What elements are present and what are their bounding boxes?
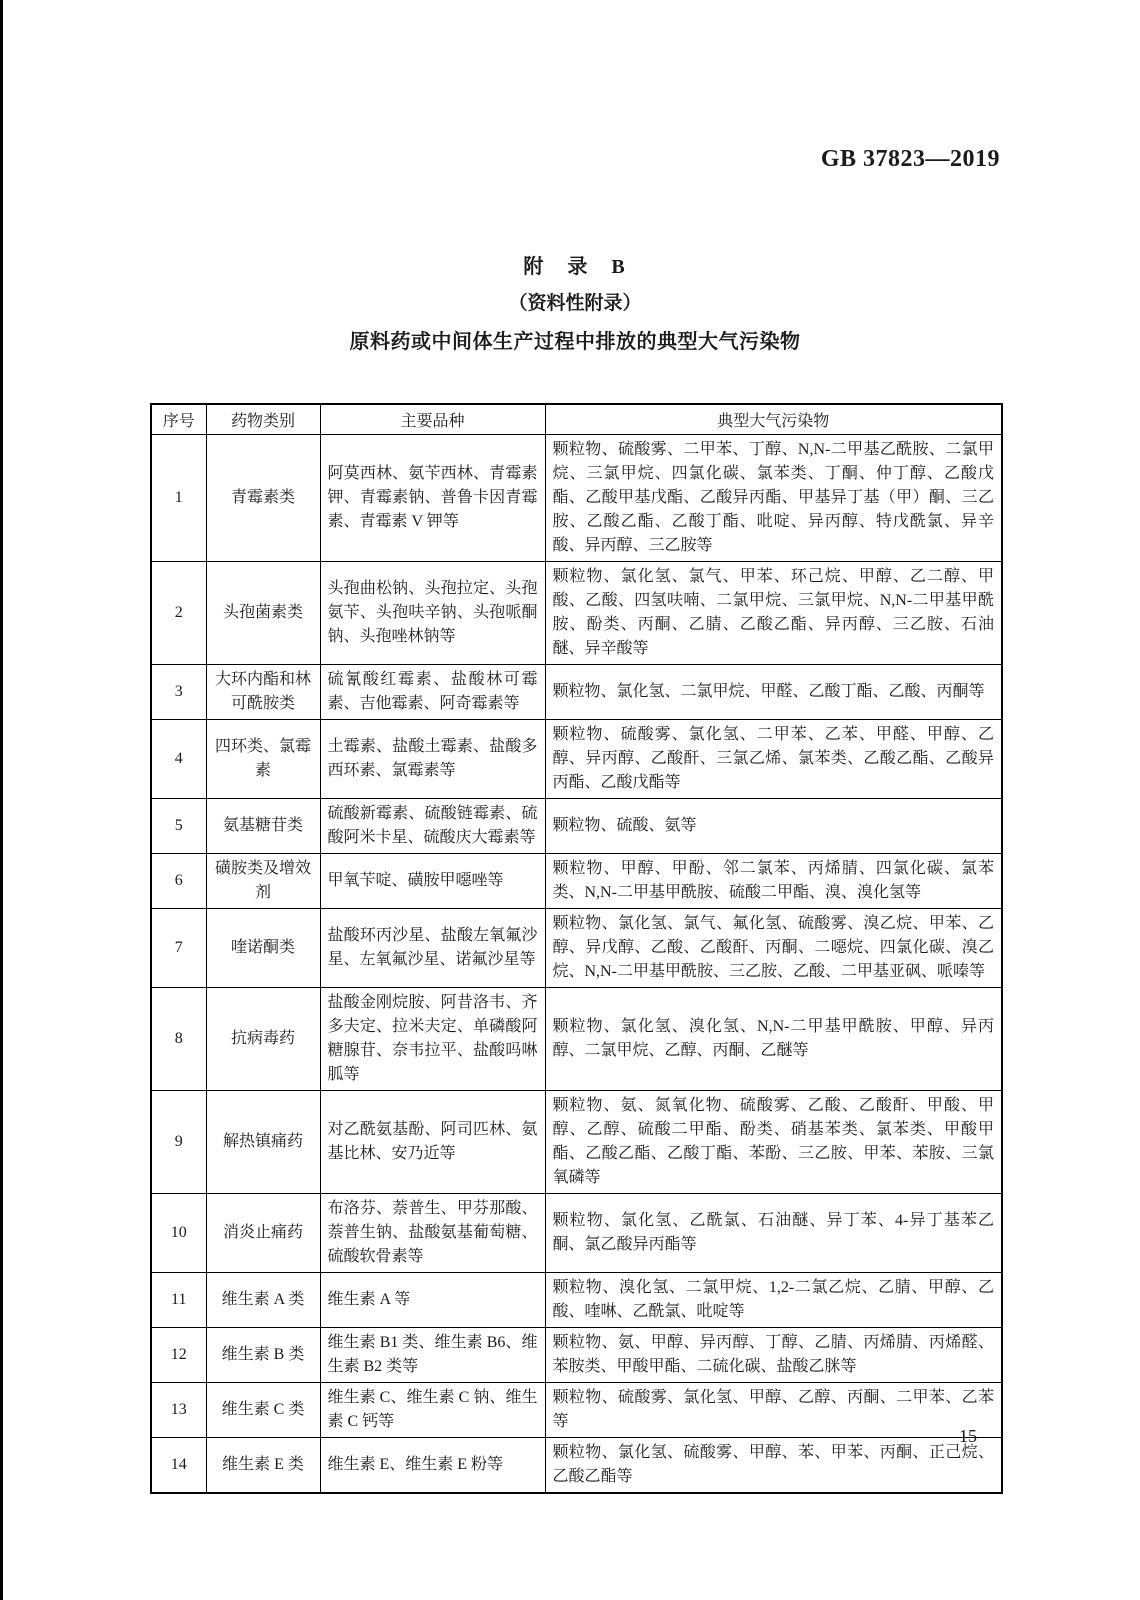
table-row [151, 1273, 1002, 1328]
row-category: 消炎止痛药 [206, 1194, 320, 1273]
row-category: 维生素 B 类 [206, 1328, 320, 1383]
row-pollutants: 颗粒物、硫酸雾、氯化氢、二甲苯、乙苯、甲醛、甲醇、乙醇、异丙醇、乙酸酐、三氯乙烯、氯苯类、乙酸乙酯、乙酸异丙酯、乙酸戊酯等 [545, 720, 1002, 799]
row-species: 阿莫西林、氨苄西林、青霉素钾、青霉素钠、普鲁卡因青霉素、青霉素 V 钾等 [320, 435, 545, 562]
row-no: 13 [151, 1383, 206, 1438]
table-row [151, 988, 1002, 1091]
row-no: 7 [151, 909, 206, 988]
table-row [151, 1194, 1002, 1273]
row-pollutants: 颗粒物、氨、氮氧化物、硫酸雾、乙酸、乙酸酐、甲酸、甲醇、乙醇、硫酸二甲酯、酚类、硝基苯类、氯苯类、甲酸甲酯、乙酸乙酯、乙酸丁酯、苯酚、三乙胺、甲苯、苯胺、三氯氧磷等 [545, 1091, 1002, 1194]
table-row [151, 665, 1002, 720]
appendix-subheading: （资料性附录） [508, 293, 642, 314]
row-species: 对乙酰氨基酚、阿司匹林、氨基比林、安乃近等 [320, 1091, 545, 1194]
row-category: 大环内酯和林可酰胺类 [206, 665, 320, 720]
row-pollutants: 颗粒物、氯化氢、氯气、甲苯、环己烷、甲醇、乙二醇、甲酸、乙酸、四氢呋喃、二氯甲烷、三氯甲烷、N,N-二甲基甲酰胺、酚类、丙酮、乙腈、乙酸乙酯、异丙醇、三乙胺、石油醚、异辛酸等 [545, 562, 1002, 665]
pollutants-table [150, 403, 1003, 1494]
row-species: 维生素 B1 类、维生素 B6、维生素 B2 类等 [320, 1328, 545, 1383]
row-species: 盐酸金刚烷胺、阿昔洛韦、齐多夫定、拉米夫定、单磷酸阿糖腺苷、奈韦拉平、盐酸吗啉胍等 [320, 988, 545, 1091]
table-row [151, 435, 1002, 562]
row-species: 盐酸环丙沙星、盐酸左氧氟沙星、左氧氟沙星、诺氟沙星等 [320, 909, 545, 988]
standard-code: GB 37823—2019 [820, 146, 1000, 172]
row-pollutants: 颗粒物、溴化氢、二氯甲烷、1,2-二氯乙烷、乙腈、甲醇、乙酸、喹啉、乙酰氯、吡啶等 [545, 1273, 1002, 1328]
row-no: 2 [151, 562, 206, 665]
title-block [150, 250, 1000, 354]
column-header-species: 主要品种 [320, 404, 545, 435]
row-no: 6 [151, 854, 206, 909]
row-species: 硫酸新霉素、硫酸链霉素、硫酸阿米卡星、硫酸庆大霉素等 [320, 799, 545, 854]
table-row [151, 1383, 1002, 1438]
row-pollutants: 颗粒物、氯化氢、乙酰氯、石油醚、异丁苯、4-异丁基苯乙酮、氯乙酸异丙酯等 [545, 1194, 1002, 1273]
scan-edge-artifact [0, 0, 3, 1600]
row-no: 1 [151, 435, 206, 562]
row-species: 甲氧苄啶、磺胺甲噁唑等 [320, 854, 545, 909]
row-pollutants: 颗粒物、硫酸雾、氯化氢、甲醇、乙醇、丙酮、二甲苯、乙苯等 [545, 1383, 1002, 1438]
table-row [151, 562, 1002, 665]
row-no: 9 [151, 1091, 206, 1194]
table-row [151, 909, 1002, 988]
table-header-row [151, 404, 1002, 435]
row-no: 12 [151, 1328, 206, 1383]
table-row [151, 799, 1002, 854]
row-no: 8 [151, 988, 206, 1091]
row-category: 磺胺类及增效剂 [206, 854, 320, 909]
row-species: 维生素 E、维生素 E 粉等 [320, 1438, 545, 1494]
row-no: 5 [151, 799, 206, 854]
row-no: 4 [151, 720, 206, 799]
row-species: 维生素 C、维生素 C 钠、维生素 C 钙等 [320, 1383, 545, 1438]
appendix-heading: 附 录 B [523, 256, 627, 278]
row-no: 11 [151, 1273, 206, 1328]
table-row [151, 720, 1002, 799]
column-header-no: 序号 [151, 404, 206, 435]
row-pollutants: 颗粒物、硫酸、氨等 [545, 799, 1002, 854]
row-pollutants: 颗粒物、甲醇、甲酚、邻二氯苯、丙烯腈、四氯化碳、氯苯类、N,N-二甲基甲酰胺、硫酸二甲酯、溴、溴化氢等 [545, 854, 1002, 909]
row-pollutants: 颗粒物、氨、甲醇、异丙醇、丁醇、乙腈、丙烯腈、丙烯醛、苯胺类、甲酸甲酯、二硫化碳、盐酸乙脒等 [545, 1328, 1002, 1383]
row-category: 青霉素类 [206, 435, 320, 562]
appendix-table-title: 原料药或中间体生产过程中排放的典型大气污染物 [349, 331, 801, 353]
row-category: 解热镇痛药 [206, 1091, 320, 1194]
row-category: 喹诺酮类 [206, 909, 320, 988]
table-row [151, 1091, 1002, 1194]
row-pollutants: 颗粒物、氯化氢、硫酸雾、甲醇、苯、甲苯、丙酮、正己烷、乙酸乙酯等 [545, 1438, 1002, 1494]
row-pollutants: 颗粒物、氯化氢、氯气、氟化氢、硫酸雾、溴乙烷、甲苯、乙醇、异戊醇、乙酸、乙酸酐、丙酮、二噁烷、四氯化碳、溴乙烷、N,N-二甲基甲酰胺、三乙胺、乙酸、二甲基亚砜、哌嗪等 [545, 909, 1002, 988]
row-category: 四环类、氯霉素 [206, 720, 320, 799]
row-species: 土霉素、盐酸土霉素、盐酸多西环素、氯霉素等 [320, 720, 545, 799]
row-pollutants: 颗粒物、硫酸雾、二甲苯、丁醇、N,N-二甲基乙酰胺、二氯甲烷、三氯甲烷、四氯化碳、氯苯类、丁酮、仲丁醇、乙酸戊酯、乙酸甲基戊酯、乙酸异丙酯、甲基异丁基（甲）酮、三乙胺、乙酸乙酯、乙酸丁酯、吡啶、异丙醇、特戊酰氯、异辛酸、异丙醇、三乙胺等 [545, 435, 1002, 562]
row-pollutants: 颗粒物、氯化氢、二氯甲烷、甲醛、乙酸丁酯、乙酸、丙酮等 [545, 665, 1002, 720]
row-species: 维生素 A 等 [320, 1273, 545, 1328]
row-no: 14 [151, 1438, 206, 1494]
table-row [151, 1328, 1002, 1383]
row-pollutants: 颗粒物、氯化氢、溴化氢、N,N-二甲基甲酰胺、甲醇、异丙醇、二氯甲烷、乙醇、丙酮、乙醚等 [545, 988, 1002, 1091]
row-no: 10 [151, 1194, 206, 1273]
column-header-category: 药物类别 [206, 404, 320, 435]
row-category: 维生素 A 类 [206, 1273, 320, 1328]
row-no: 3 [151, 665, 206, 720]
table-row [151, 854, 1002, 909]
row-category: 氨基糖苷类 [206, 799, 320, 854]
row-species: 硫氰酸红霉素、盐酸林可霉素、吉他霉素、阿奇霉素等 [320, 665, 545, 720]
row-species: 头孢曲松钠、头孢拉定、头孢氨苄、头孢呋辛钠、头孢哌酮钠、头孢唑林钠等 [320, 562, 545, 665]
row-category: 维生素 C 类 [206, 1383, 320, 1438]
row-category: 头孢菌素类 [206, 562, 320, 665]
page-number: 15 [959, 1426, 977, 1446]
row-category: 维生素 E 类 [206, 1438, 320, 1494]
row-species: 布洛芬、萘普生、甲芬那酸、萘普生钠、盐酸氨基葡萄糖、硫酸软骨素等 [320, 1194, 545, 1273]
table-row [151, 1438, 1002, 1494]
column-header-pollutants: 典型大气污染物 [545, 404, 1002, 435]
row-category: 抗病毒药 [206, 988, 320, 1091]
